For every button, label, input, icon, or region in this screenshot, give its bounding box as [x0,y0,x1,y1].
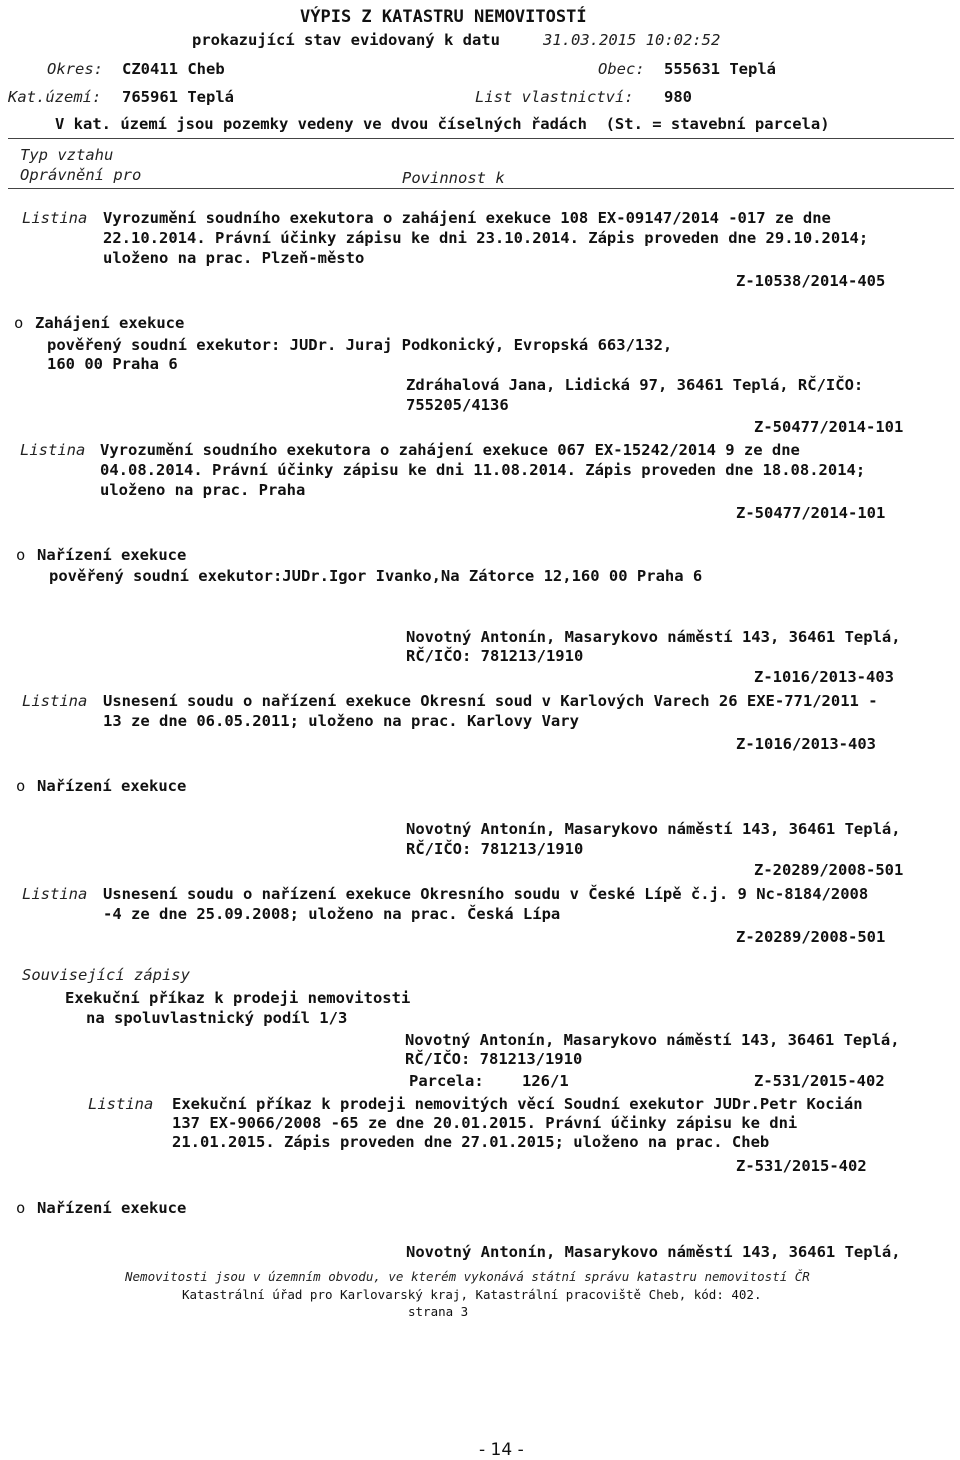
party-name: Novotný Antonín, Masarykovo náměstí 143, 36461 Teplá, [406,628,901,646]
entry-detail: pověřený soudní exekutor:JUDr.Igor Ivanko,Na Zátorce 12,160 00 Praha 6 [49,567,703,585]
party-name: Novotný Antonín, Masarykovo náměstí 143, 36461 Teplá, [406,820,901,838]
list-vlastnictvi-value: 980 [664,88,692,106]
column-opravneni-pro: Oprávnění pro [20,166,142,184]
party-name: Novotný Antonín, Masarykovo náměstí 143, 36461 Teplá, [405,1031,900,1049]
document-title: VÝPIS Z KATASTRU NEMOVITOSTÍ [300,7,587,27]
column-povinnost-k: Povinnost k [402,169,505,187]
obec-value: 555631 Teplá [664,60,776,78]
listina-line: Usnesení soudu o nařízení exekuce Okresního soudu v České Lípě č.j. 9 Nc-8184/2008 [103,885,869,903]
reference-number: Z-20289/2008-501 [736,928,886,946]
listina-line: Vyrozumění soudního exekutora o zahájení exekuce 067 EX-15242/2014 9 ze dne [100,441,800,459]
bullet: o [16,1199,26,1217]
katuzemi-value: 765961 Teplá [122,88,234,106]
reference-number: Z-10538/2014-405 [736,272,886,290]
listina-line: Vyrozumění soudního exekutora o zahájení exekuce 108 EX-09147/2014 -017 ze dne [103,209,831,227]
reference-number: Z-1016/2013-403 [736,735,876,753]
page-number: - 14 - [479,1440,524,1460]
cadastre-note: V kat. území jsou pozemky vedeny ve dvou číselných řadách (St. = stavební parcela) [55,115,830,133]
subtitle-label: prokazující stav evidovaný k datu [192,31,500,49]
obec-label: Obec: [598,60,645,78]
parcela-value: 126/1 [522,1072,569,1090]
bullet: o [16,546,26,564]
listina-line: uloženo na prac. Plzeň-město [103,249,365,267]
listina-line: -4 ze dne 25.09.2008; uloženo na prac. Česká Lípa [103,905,561,923]
entry-heading: Nařízení exekuce [37,1199,187,1217]
entry-detail: 160 00 Praha 6 [47,355,178,373]
listina-label: Listina [88,1095,154,1113]
entry-heading: Exekuční příkaz k prodeji nemovitosti [65,989,411,1007]
list-vlastnictvi-label: List vlastnictví: [475,88,634,106]
listina-label: Listina [22,692,88,710]
listina-line: 22.10.2014. Právní účinky zápisu ke dni 23.10.2014. Zápis proveden dne 29.10.2014; [103,229,869,247]
footer-line: Nemovitosti jsou v územním obvodu, ve kterém vykonává státní správu katastru nemovitostí ČR [125,1269,810,1284]
party-id: RČ/IČO: 781213/1910 [405,1050,583,1068]
bullet: o [14,314,24,332]
parcela-label: Parcela: [409,1072,484,1090]
listina-line: 137 EX-9066/2008 -65 ze dne 20.01.2015. Právní účinky zápisu ke dni [172,1114,798,1132]
listina-line: Usnesení soudu o nařízení exekuce Okresní soud v Karlových Varech 26 EXE-771/2011 - [103,692,878,710]
listina-line: uloženo na prac. Praha [100,481,306,499]
party-id: 755205/4136 [406,396,509,414]
entry-heading: Nařízení exekuce [37,546,187,564]
entry-heading: Nařízení exekuce [37,777,187,795]
party-id: RČ/IČO: 781213/1910 [406,647,584,665]
footer-line: Katastrální úřad pro Karlovarský kraj, Katastrální pracoviště Cheb, kód: 402. [182,1287,762,1302]
reference-number: Z-531/2015-402 [754,1072,885,1090]
header-divider [8,138,954,139]
reference-number: Z-50477/2014-101 [754,418,904,436]
reference-number: Z-531/2015-402 [736,1157,867,1175]
reference-number: Z-50477/2014-101 [736,504,886,522]
footer-page-label: strana 3 [408,1304,469,1319]
entry-detail: pověřený soudní exekutor: JUDr. Juraj Podkonický, Evropská 663/132, [47,336,673,354]
listina-line: 13 ze dne 06.05.2011; uloženo na prac. Karlovy Vary [103,712,579,730]
column-typ-vztahu: Typ vztahu [20,146,114,164]
party-name: Zdráhalová Jana, Lidická 97, 36461 Teplá, RČ/IČO: [406,376,864,394]
entry-heading: Zahájení exekuce [35,314,185,332]
okres-label: Okres: [47,60,103,78]
reference-number: Z-20289/2008-501 [754,861,904,879]
reference-number: Z-1016/2013-403 [754,668,894,686]
listina-label: Listina [20,441,86,459]
party-id: RČ/IČO: 781213/1910 [406,840,584,858]
bullet: o [16,777,26,795]
souvisejici-zapisy-label: Související zápisy [22,966,190,984]
listina-label: Listina [22,885,88,903]
party-name: Novotný Antonín, Masarykovo náměstí 143, 36461 Teplá, [406,1243,901,1261]
entry-heading: na spoluvlastnický podíl 1/3 [86,1009,348,1027]
listina-label: Listina [22,209,88,227]
columns-divider [8,188,954,189]
katuzemi-label: Kat.území: [8,88,102,106]
okres-value: CZ0411 Cheb [122,60,225,78]
listina-line: 21.01.2015. Zápis proveden dne 27.01.2015; uloženo na prac. Cheb [172,1133,770,1151]
listina-line: Exekuční příkaz k prodeji nemovitých věcí Soudní exekutor JUDr.Petr Kocián [172,1095,863,1113]
subtitle-date: 31.03.2015 10:02:52 [543,31,721,49]
listina-line: 04.08.2014. Právní účinky zápisu ke dni 11.08.2014. Zápis proveden dne 18.08.2014; [100,461,866,479]
